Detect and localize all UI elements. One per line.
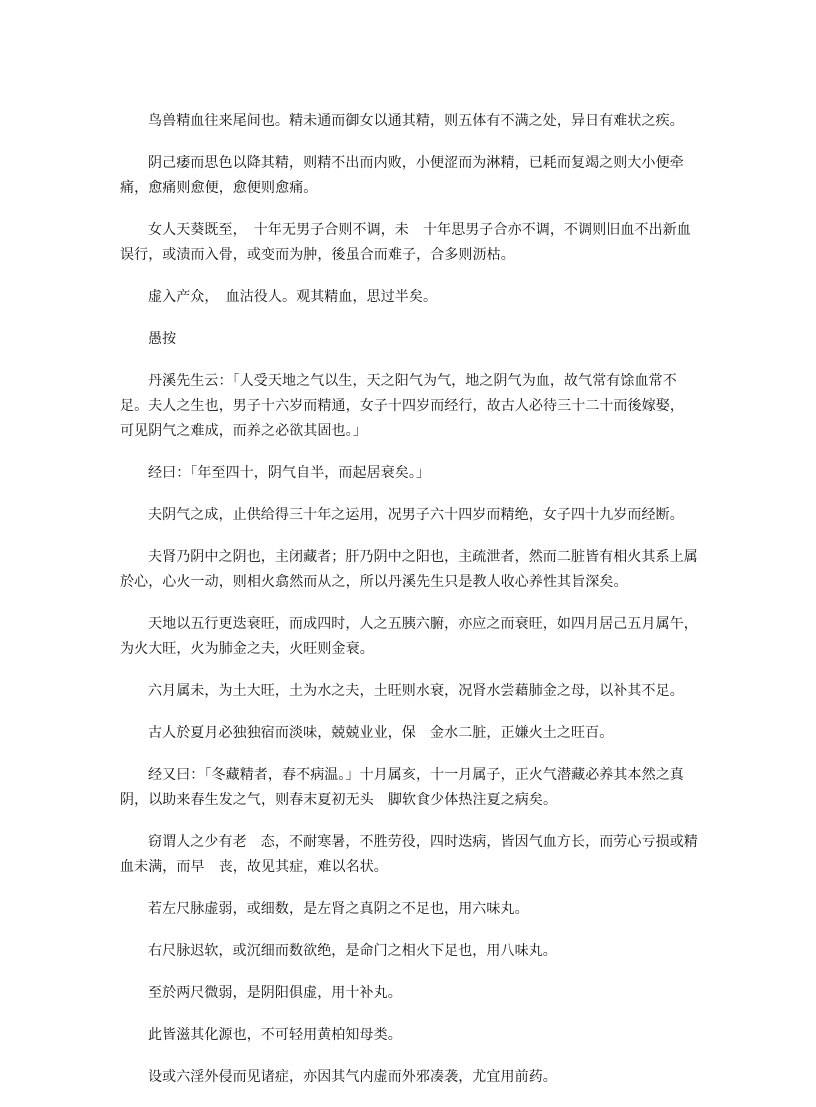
paragraph-8: 夫阴气之成，止供给得三十年之运用，况男子六十四岁而精绝，女子四十九岁而经断。 bbox=[148, 507, 684, 523]
paragraph-15: 若左尺脉虚弱，或细数，是左肾之真阴之不足也，用六味丸。 bbox=[148, 901, 529, 917]
paragraph-10: 天地以五行更迭衰旺，而成四时，人之五胰六腑，亦应之而衰旺，如四月居己五月属午，为火大旺，火为肺金之夫，火旺则金衰。 bbox=[120, 616, 698, 657]
paragraph-19: 设或六淫外侵而见诸症，亦因其气内虚而外邪凑袭，尤宜用前药。 bbox=[148, 1069, 557, 1085]
paragraph-11: 六月属未，为土大旺，土为水之夫，土旺则水衰，况肾水尝藉肺金之母，以补其不足。 bbox=[148, 683, 684, 699]
paragraph-12: 古人於夏月必独独宿而淡味，兢兢业业，保 金水二脏，正嫌火土之旺百。 bbox=[148, 725, 614, 741]
paragraph-3: 女人天葵既至， 十年无男子合则不调，未 十年思男子合亦不调，不调则旧血不出新血误行，或渍而入骨，或变而为肿，後虽合而难子，合多则沥枯。 bbox=[120, 222, 691, 263]
paragraph-2: 阴己痿而思色以降其精，则精不出而内败，小便涩而为淋精，已耗而复竭之则大小便牵痛，愈痛则愈便，愈便则愈痛。 bbox=[120, 155, 684, 196]
text-body bbox=[120, 109, 698, 1107]
paragraph-7: 经曰：「年至四十，阴气自半，而起居衰矣。」 bbox=[148, 465, 431, 481]
paragraph-1: 鸟兽精血往来尾间也。精未通而御女以通其精，则五体有不满之处，异日有难状之疾。 bbox=[148, 113, 684, 129]
paragraph-14: 窃谓人之少有老 态，不耐寒暑，不胜劳役，四时迭病，皆因气血方长，而劳心亏损或精血未满，而早 丧，故见其症，难以名状。 bbox=[120, 834, 698, 875]
paragraph-4: 虚入产众， 血沽役人。观其精血，思过半矣。 bbox=[148, 289, 438, 305]
paragraph-6: 丹溪先生云：「人受天地之气以生，天之阳气为气，地之阴气为血，故气常有馀血常不足。夫人之生也，男子十六岁而精通，女子十四岁而经行，故古人必待三十二十而後嫁娶，可见阴气之难成，而养之必欲其固也。」 bbox=[120, 373, 684, 439]
paragraph-13: 经又曰：「冬藏精者，春不病温。」十月属亥，十一月属子，正火气潜藏必养其本然之真阴，以助来春生发之气，则春末夏初无头 脚软食少体热注夏之病矣。 bbox=[120, 767, 684, 808]
paragraph-18: 此皆滋其化源也，不可轻用黄柏知母类。 bbox=[148, 1027, 402, 1043]
paragraph-17: 至於两尺微弱，是阴阳俱虚，用十补丸。 bbox=[148, 985, 402, 1001]
paragraph-9: 夫肾乃阴中之阴也，主闭藏者；肝乃阴中之阳也，主疏泄者，然而二脏皆有相火其系上属於心，心火一动，则相火翕然而从之，所以丹溪先生只是教人收心养性其旨深矣。 bbox=[120, 549, 698, 590]
section-heading: 愚按 bbox=[148, 331, 177, 347]
paragraph-16: 右尺脉迟软，或沉细而数欲绝，是命门之相火下足也，用八味丸。 bbox=[148, 943, 557, 959]
